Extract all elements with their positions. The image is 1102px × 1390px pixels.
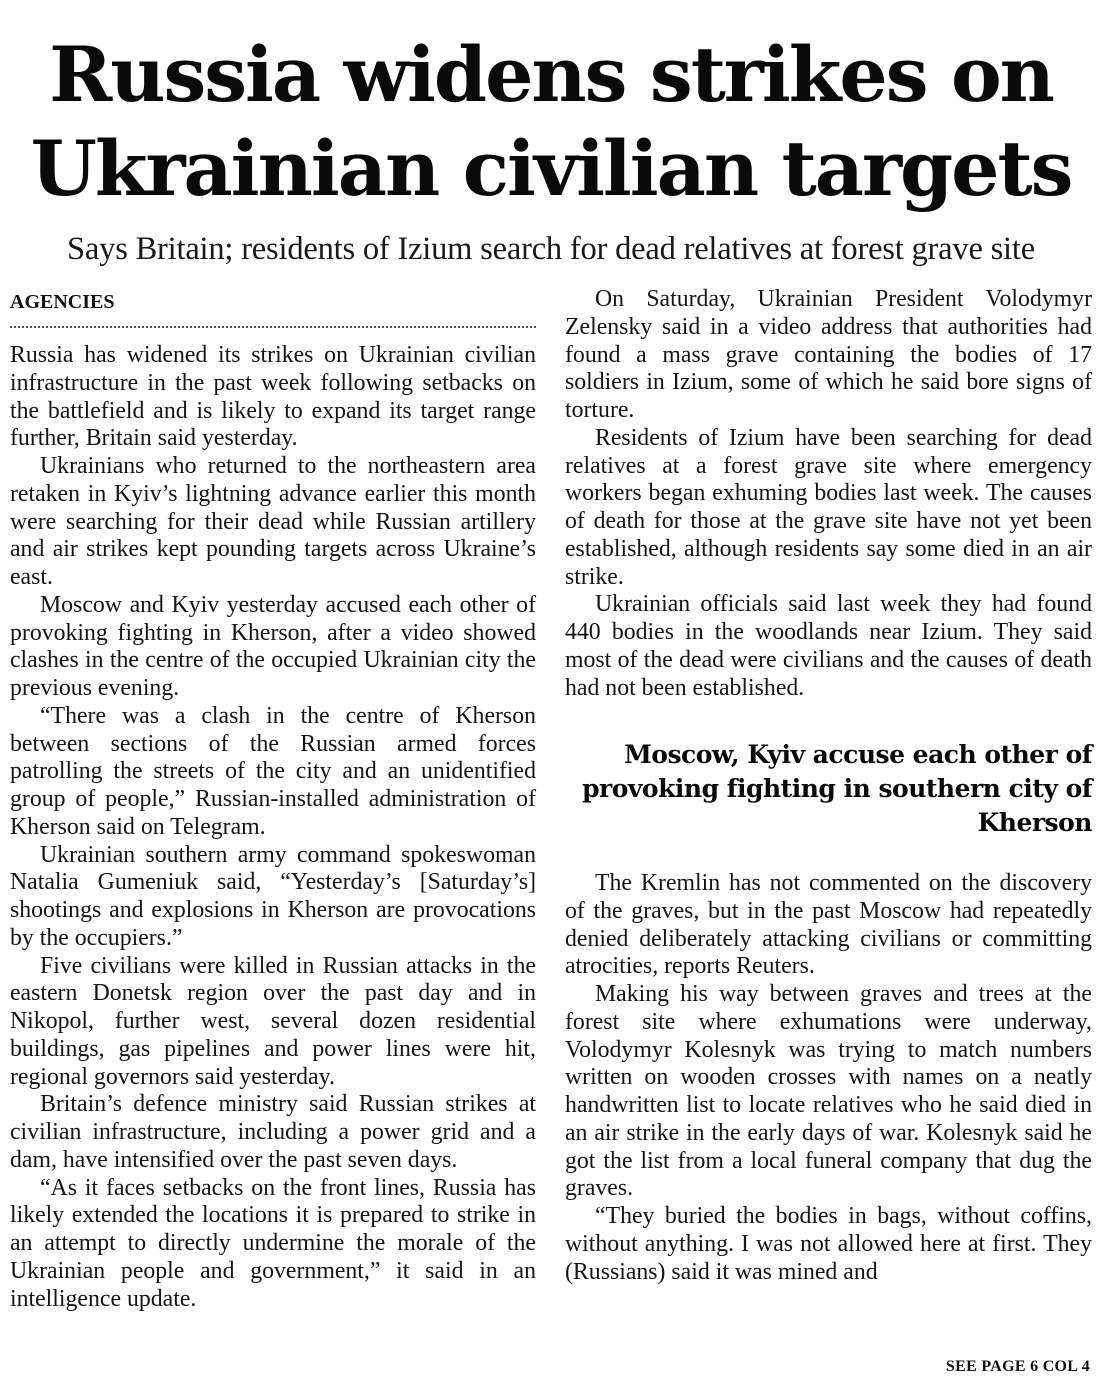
headline xyxy=(0,28,1102,216)
right-column-bottom xyxy=(565,870,1092,1286)
paragraph: Ukrainian southern army command spokeswoman Natalia Gumeniuk said, “Yesterday’s [Saturday’s] shootings and explosions in Kherson are provocations by the occupiers.” xyxy=(10,841,536,951)
paragraph: “They buried the bodies in bags, without coffins, without anything. I was not allowed here at first. They (Russians) said it was mined and xyxy=(565,1203,1092,1285)
paragraph: Making his way between graves and trees at the forest site where exhumations were underway, Volodymyr Kolesnyk was trying to match numbers written on wooden crosses with names on a neatly handwritten list to locate relatives who he said died in an air strike in the early days of war. Kolesnyk said he got the list from a local funeral company that dug the graves. xyxy=(565,981,1092,1202)
right-column-top xyxy=(565,286,1092,702)
paragraph: Ukrainians who returned to the northeastern area retaken in Kyiv’s lightning advance earlier this month were searching for their dead while Russian artillery and air strikes kept pounding targets across Ukraine’s east. xyxy=(10,453,536,590)
paragraph: Five civilians were killed in Russian attacks in the eastern Donetsk region over the past day and in Nikopol, further west, several dozen residential buildings, gas pipelines and power lines were hit, regional governors said yesterday. xyxy=(10,952,536,1090)
paragraph: “As it faces setbacks on the front lines, Russia has likely extended the locations it is prepared to strike in an attempt to directly undermine the morale of the Ukrainian people and government,” it said in an intelligence update. xyxy=(10,1174,536,1312)
byline: AGENCIES xyxy=(10,291,115,313)
subheadline: Says Britain; residents of Izium search for dead relatives at forest grave site xyxy=(67,231,1035,267)
paragraph: Moscow and Kyiv yesterday accused each other of provoking fighting in Kherson, after a video showed clashes in the centre of the occupied Ukrainian city the previous evening. xyxy=(10,591,536,701)
left-column xyxy=(10,342,536,1313)
paragraph: Britain’s defence ministry said Russian strikes at civilian infrastructure, including a power grid and a dam, have intensified over the past seven days. xyxy=(10,1091,536,1173)
pull-quote: Moscow, Kyiv accuse each other of provoking fighting in southern city of Kherson xyxy=(582,740,1092,837)
paragraph: Russia has widened its strikes on Ukrainian civilian infrastructure in the past week following setbacks on the battlefield and is likely to expand its target range further, Britain said yesterday. xyxy=(10,342,536,452)
paragraph: The Kremlin has not commented on the discovery of the graves, but in the past Moscow had repeatedly denied deliberately attacking civilians or committing atrocities, reports Reuters. xyxy=(565,870,1092,980)
paragraph: “There was a clash in the centre of Kherson between sections of the Russian armed forces patrolling the streets of the city and an unidentified group of people,” Russian-installed administration of Kherson said on Telegram. xyxy=(10,702,536,840)
paragraph: On Saturday, Ukrainian President Volodymyr Zelensky said in a video address that authorities had found a mass grave containing the bodies of 17 soldiers in Izium, some of which he said bore signs of torture. xyxy=(565,286,1092,423)
headline-line-2: Ukrainian civilian targets xyxy=(30,124,1072,213)
jump-line[interactable]: SEE PAGE 6 COL 4 xyxy=(945,1358,1090,1375)
paragraph: Ukrainian officials said last week they had found 440 bodies in the woodlands near Izium. They said most of the dead were civilians and the causes of death had not been established. xyxy=(565,591,1092,701)
byline-rule xyxy=(10,288,536,328)
paragraph: Residents of Izium have been searching for dead relatives at a forest grave site where emergency workers began exhuming bodies last week. The causes of death for those at the grave site have not yet been established, although residents say some died in an air strike. xyxy=(565,424,1092,590)
headline-line-1: Russia widens strikes on xyxy=(49,30,1053,119)
